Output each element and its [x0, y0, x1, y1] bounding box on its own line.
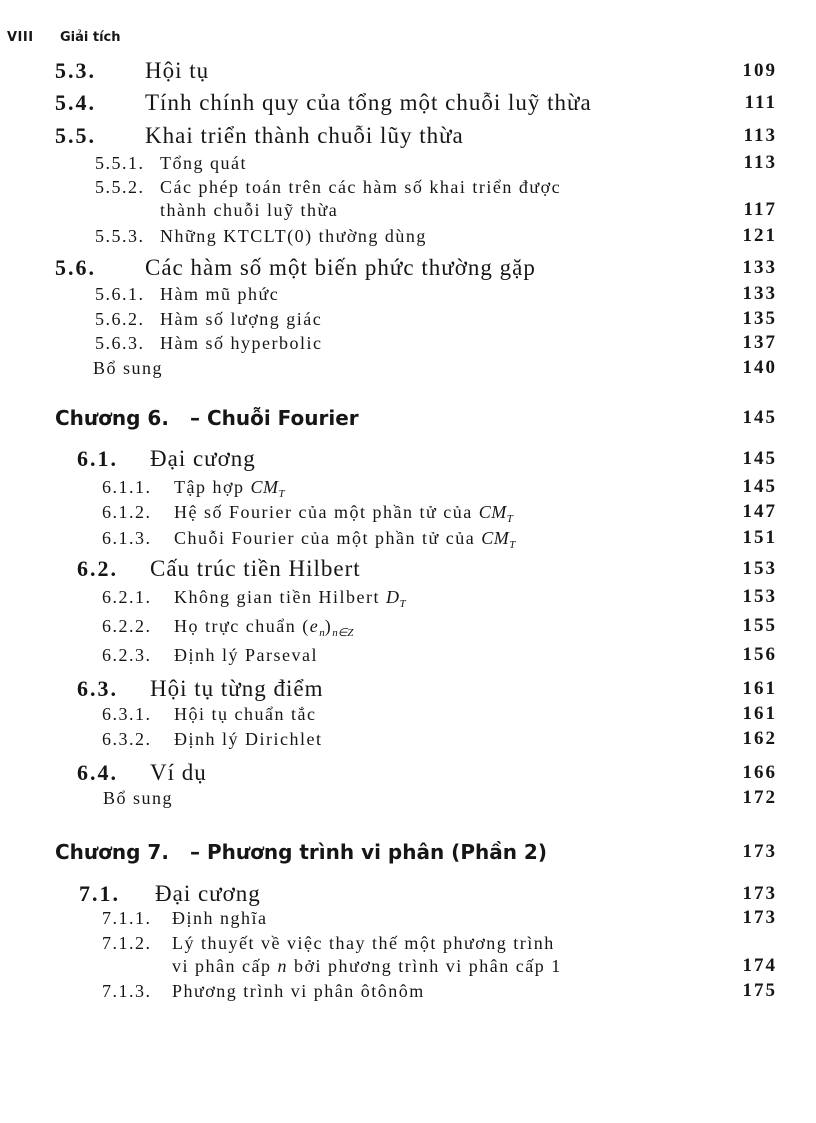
header-page-number: VIII	[7, 30, 34, 45]
subsection-number: 5.6.3.	[95, 333, 145, 353]
subsection-number: 5.5.2.	[95, 177, 145, 197]
page-number: 133	[742, 283, 777, 304]
page-number: 161	[742, 678, 777, 699]
page-number: 173	[742, 907, 777, 928]
subsection-title	[174, 524, 515, 552]
toc-entry-5-6-1	[0, 280, 816, 308]
section-number: 6.4.	[77, 760, 118, 785]
subsection-title-continued	[172, 952, 562, 980]
subsection-number: 5.5.3.	[95, 226, 145, 246]
math-symbol: CM	[478, 502, 507, 522]
toc-entry-7-1-1	[0, 904, 816, 932]
subsection-title: Phương trình vi phân ôtônôm	[172, 981, 425, 1001]
section-number: 6.1.	[77, 446, 118, 471]
toc-entry-6-1-1	[0, 473, 816, 501]
chapter-title: – Chuỗi Fourier	[190, 406, 359, 430]
toc-entry-6-3	[0, 675, 816, 703]
toc-entry-6-3-1	[0, 700, 816, 728]
math-paren-close: )	[324, 616, 333, 636]
subsection-number: 7.1.2.	[102, 933, 152, 953]
toc-entry-6-3-2	[0, 725, 816, 753]
math-subscript: n∈Z	[332, 627, 354, 639]
page-number: 137	[742, 332, 777, 353]
page-number: 151	[742, 527, 777, 548]
page-number: 174	[742, 955, 777, 976]
section-number: 5.5.	[55, 123, 96, 148]
supplement-title: Bổ sung	[93, 358, 164, 378]
section-title: Hội tụ từng điểm	[150, 676, 324, 701]
math-variable: e	[309, 616, 320, 636]
subsection-title	[174, 583, 406, 611]
subsection-title	[174, 473, 285, 501]
header-book-title: Giải tích	[60, 30, 121, 45]
section-title: Ví dụ	[150, 760, 207, 785]
toc-entry-5-6-3	[0, 329, 816, 357]
page-number: 113	[743, 125, 777, 146]
section-title: Các hàm số một biến phức thường gặp	[145, 255, 536, 280]
page-number: 121	[742, 225, 777, 246]
supplement-title: Bổ sung	[103, 788, 174, 808]
toc-entry-line	[0, 952, 816, 980]
page-number: 172	[742, 787, 777, 808]
toc-entry-line	[0, 196, 816, 224]
page-number: 145	[742, 476, 777, 497]
math-subscript: T	[506, 513, 513, 525]
math-subscript: T	[399, 598, 406, 610]
page-number: 162	[742, 728, 777, 749]
section-number: 6.2.	[77, 556, 118, 581]
math-paren-open: (	[302, 616, 310, 636]
page-number: 133	[742, 257, 777, 278]
toc-entry-6-2-1	[0, 583, 816, 611]
math-subscript: T	[278, 488, 285, 500]
subsection-title-text: vi phân cấp	[172, 956, 272, 976]
section-title: Khai triển thành chuỗi lũy thừa	[145, 123, 464, 148]
chapter-label: Chương 7.	[55, 840, 169, 864]
page-number: 109	[742, 60, 777, 81]
chapter-label: Chương 6.	[55, 406, 169, 430]
subsection-number: 5.6.2.	[95, 309, 145, 329]
toc-entry-5-5-3	[0, 222, 816, 250]
subsection-title-text: Không gian tiền Hilbert	[174, 587, 380, 607]
subsection-title: Những KTCLT(0) thường dùng	[160, 226, 427, 246]
section-number: 6.3.	[77, 676, 118, 701]
math-subscript: T	[509, 539, 516, 551]
chapter-6-heading	[0, 404, 816, 432]
toc-entry-6-2	[0, 555, 816, 583]
subsection-number: 6.3.1.	[102, 704, 152, 724]
section-title: Đại cương	[155, 881, 261, 906]
section-title: Cấu trúc tiền Hilbert	[150, 556, 361, 581]
page-number: 140	[742, 357, 777, 378]
subsection-title: Định lý Dirichlet	[174, 729, 323, 749]
subsection-title-continued: thành chuỗi luỹ thừa	[160, 200, 339, 220]
subsection-number: 5.6.1.	[95, 284, 145, 304]
math-subscript: n	[319, 627, 325, 639]
subsection-title: Lý thuyết về việc thay thế một phương trình	[172, 933, 555, 953]
section-number: 7.1.	[79, 881, 120, 906]
toc-entry-6-2-3	[0, 641, 816, 669]
subsection-number: 7.1.3.	[102, 981, 152, 1001]
subsection-number: 6.1.1.	[102, 477, 152, 497]
page-number: 153	[742, 558, 777, 579]
subsection-title-text: Chuỗi Fourier của một phần tử của	[174, 528, 476, 548]
subsection-title	[174, 498, 513, 526]
page-number: 145	[742, 448, 777, 469]
subsection-title: Tổng quát	[160, 153, 247, 173]
subsection-number: 6.2.3.	[102, 645, 152, 665]
subsection-title: Hàm số lượng giác	[160, 309, 323, 329]
page-number: 166	[742, 762, 777, 783]
subsection-title: Định nghĩa	[172, 908, 268, 928]
subsection-number: 5.5.1.	[95, 153, 145, 173]
section-number: 5.4.	[55, 90, 96, 115]
subsection-number: 6.3.2.	[102, 729, 152, 749]
section-title: Đại cương	[150, 446, 256, 471]
page-number: 161	[742, 703, 777, 724]
toc-entry-5-4	[0, 89, 816, 117]
page-number: 117	[743, 199, 777, 220]
math-symbol: CM	[481, 528, 510, 548]
page-number: 111	[744, 92, 777, 113]
subsection-number: 6.1.3.	[102, 528, 152, 548]
toc-entry-6-1	[0, 445, 816, 473]
toc-entry-supplement	[0, 354, 816, 382]
subsection-title-text: Tập hợp	[174, 477, 245, 497]
toc-entry-7-1-3	[0, 977, 816, 1005]
subsection-title-text: Hệ số Fourier của một phần tử của	[174, 502, 473, 522]
subsection-title: Hàm mũ phức	[160, 284, 280, 304]
subsection-title: Các phép toán trên các hàm số khai triển được	[160, 177, 562, 197]
page-number: 145	[742, 407, 777, 428]
subsection-title: Hội tụ chuẩn tắc	[174, 704, 317, 724]
page-number: 173	[742, 883, 777, 904]
subsection-title-text: Họ trực chuẩn	[174, 616, 297, 636]
toc-entry-6-1-3	[0, 524, 816, 552]
page-number: 113	[743, 152, 777, 173]
section-number: 5.3.	[55, 58, 96, 83]
page-number: 135	[742, 308, 777, 329]
toc-entry-5-6	[0, 254, 816, 282]
chapter-7-heading	[0, 838, 816, 866]
subsection-number: 6.1.2.	[102, 502, 152, 522]
page-number: 147	[742, 501, 777, 522]
chapter-title: – Phương trình vi phân (Phần 2)	[190, 840, 547, 864]
toc-entry-5-3	[0, 57, 816, 85]
section-title: Tính chính quy của tổng một chuỗi luỹ thừa	[145, 90, 592, 115]
page-number: 156	[742, 644, 777, 665]
math-symbol: D	[385, 587, 400, 607]
subsection-number: 6.2.2.	[102, 616, 152, 636]
toc-entry-6-1-2	[0, 498, 816, 526]
toc-entry-6-2-2	[0, 612, 816, 640]
page-number: 155	[742, 615, 777, 636]
math-symbol: CM	[250, 477, 279, 497]
page-number: 173	[742, 841, 777, 862]
math-variable: n	[277, 956, 288, 976]
subsection-number: 7.1.1.	[102, 908, 152, 928]
section-number: 5.6.	[55, 255, 96, 280]
subsection-title-text: bởi phương trình vi phân cấp 1	[293, 956, 562, 976]
page-number: 175	[742, 980, 777, 1001]
subsection-title	[174, 612, 353, 640]
subsection-title: Hàm số hyperbolic	[160, 333, 323, 353]
page-number: 153	[742, 586, 777, 607]
toc-entry-supplement	[0, 784, 816, 812]
subsection-title: Định lý Parseval	[174, 645, 318, 665]
subsection-number: 6.2.1.	[102, 587, 152, 607]
toc-entry-5-5	[0, 122, 816, 150]
toc-entry-6-4	[0, 759, 816, 787]
section-title: Hội tụ	[145, 58, 210, 83]
